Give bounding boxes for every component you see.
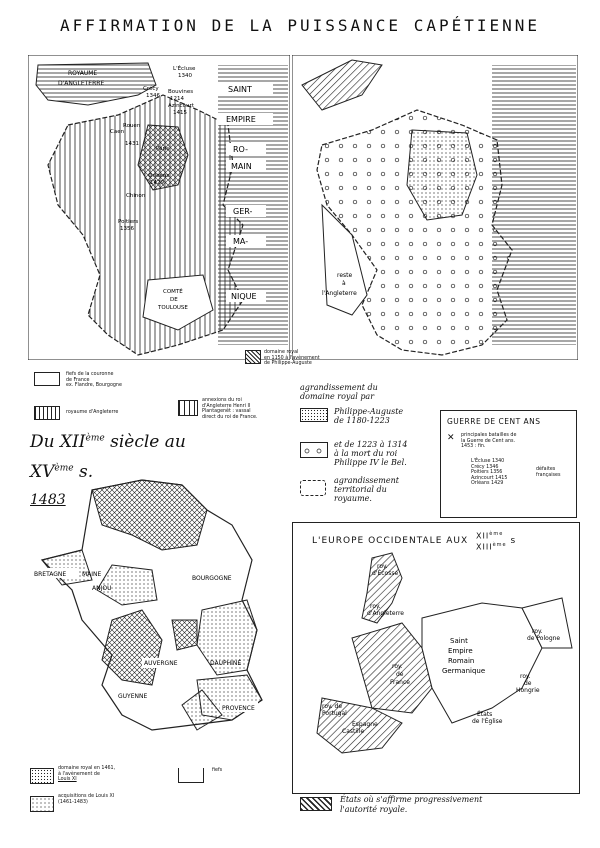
svg-text:de: de [396,671,404,678]
svg-text:GER-: GER- [233,207,253,216]
europe-title: L'EUROPE OCCIDENTALE AUX XIIème XIIIème s [312,531,517,552]
svg-text:roy.: roy. [377,563,388,570]
svg-text:Portugal: Portugal [322,710,347,717]
page-title: AFFIRMATION DE LA PUISSANCE CAPÉTIENNE [59,16,541,35]
maine-label: MAINE [82,571,102,578]
section-heading-line1: Du XIIème siècle au [30,432,186,452]
guyenne-label: GUYENNE [118,693,148,700]
svg-text:roy.: roy. [370,603,381,610]
legend-acq-louisxi: acquisitions de Louis XI (1461-1483) [58,794,115,805]
svg-text:1415: 1415 [173,110,187,116]
svg-text:1356: 1356 [120,226,134,232]
legend-agrandissement: agrandissement du domaine royal par [300,383,378,401]
svg-text:1340: 1340 [178,73,192,79]
guerre-cent-ans-box: GUERRE DE CENT ANS ✕ principales batailles de la Guerre de Cent ans. 1453 : fin. L'Écluse 1340 Crécy 1346 Poitiers 1356 Azincourt 1415 Orléans 1429 défaites françaises [440,410,577,518]
legend-swatch-domaine-1461 [30,768,54,784]
legend-swatch-angleterre [34,406,60,420]
legend-swatch-1223 [300,442,328,458]
guerre-title: GUERRE DE CENT ANS [447,417,541,426]
poitiers-label: Poitiers [118,219,139,225]
svg-text:de Pologne: de Pologne [527,635,561,642]
svg-text:Castille: Castille [342,728,365,735]
svg-text:NIQUE: NIQUE [231,292,257,301]
map-capetian-france [28,55,290,360]
reste-angleterre-label: reste [337,272,353,279]
svg-text:DE: DE [170,297,178,303]
dauphine-label: DAUPHINÉ [210,660,242,667]
svg-text:à: à [342,280,346,287]
map-france-1483 [22,470,290,760]
svg-text:France: France [390,679,410,686]
svg-text:États: États [477,711,493,718]
svg-text:Saint: Saint [450,637,468,645]
svg-text:roy.: roy. [392,663,403,670]
legend-domaine-1150: domaine royal en 1150 à l'avènement de Philippe-Auguste [264,350,320,367]
svg-text:roy. de: roy. de [322,703,343,710]
legend-swatch-acq-louisxi [30,796,54,812]
azincourt-label: Azincourt [168,103,194,109]
svg-text:Empire: Empire [448,647,473,655]
royaume-angleterre-label: ROYAUME [68,70,98,77]
svg-text:Germanique: Germanique [442,667,486,675]
paris-label: Paris [156,146,170,152]
svg-text:1429: 1429 [150,180,164,186]
battle-icon: ✕ [447,433,455,443]
legend-swatch-fiefs-1483 [178,768,204,783]
comte-toulouse-label: COMTÉ [163,289,183,295]
legend-philippe-auguste: Philippe-Auguste de 1180-1223 [334,407,404,425]
legend-swatch-annexions [178,400,198,416]
legend-1223-1314: et de 1223 à 1314 à la mort du roi Philippe IV le Bel. [334,440,408,467]
svg-text:Espagne: Espagne [352,721,378,728]
crecy-label: Crécy [143,86,159,92]
provence-label: PROVENCE [222,705,255,712]
svg-text:D'ANGLETERRE: D'ANGLETERRE [58,80,105,87]
svg-text:d'Écosse: d'Écosse [372,570,399,577]
section-year: 1483 [30,492,66,508]
svg-text:Romain: Romain [448,657,475,665]
legend-annexions: annexions du roi d'Angleterre Henri II Plantagenêt : vassal direct du roi de France. [202,398,258,420]
legend-fiefs: fiefs de la couronne de France ex. Flandre, Bourgogne [66,372,122,389]
svg-text:roy.: roy. [520,673,531,680]
ecluse-label: L'Écluse [173,66,196,72]
svg-text:EMPIRE: EMPIRE [226,115,256,124]
bourgogne-label: BOURGOGNE [192,575,232,582]
map-royal-domain-expansion [292,55,578,360]
chinon-label: Chinon [126,193,146,199]
legend-domaine-1461: domaine royal en 1461, à l'avènement de Louis XI [58,766,116,783]
legend-agr-terr: agrandissement territorial du royaume. [334,476,399,503]
svg-text:TOULOUSE: TOULOUSE [158,305,188,311]
svg-text:RO-: RO- [233,145,248,154]
svg-text:d'Angleterre: d'Angleterre [367,610,404,617]
map-europe [292,548,578,792]
svg-text:MA-: MA- [233,237,249,246]
legend-swatch-fiefs [34,372,60,386]
svg-text:l'Angleterre: l'Angleterre [322,290,357,297]
europe-legend: États où s'affirme progressivement l'autorité royale. [340,795,483,814]
svg-text:1431: 1431 [125,141,139,147]
svg-text:1214: 1214 [170,96,184,102]
auvergne-label: AUVERGNE [144,660,178,667]
orleans-label: Orléans [148,173,170,179]
bouvines-label: Bouvines [168,89,194,95]
svg-text:Hongrie: Hongrie [516,687,540,694]
anjou-label: ANJOU [92,585,112,592]
legend-swatch-philippe-auguste [300,408,328,422]
svg-text:1346: 1346 [146,93,160,99]
legend-angleterre: royaume d'Angleterre [66,410,119,415]
legend-swatch-domaine-1150 [245,350,261,364]
caen-label: Caen [110,129,125,135]
bretagne-label: BRETAGNE [34,571,67,578]
saint-empire-label: SAINT [228,85,252,94]
legend-fiefs-1483: fiefs [212,768,223,773]
legend-swatch-etats [300,797,332,811]
svg-text:de l'Église: de l'Église [472,718,503,725]
section-heading-line2: XVème s. [30,462,94,482]
svg-text:de: de [524,680,532,687]
svg-text:roy.: roy. [532,628,543,635]
legend-swatch-agr-terr [300,480,326,496]
svg-text:MAIN: MAIN [231,162,252,171]
rouen-label: Rouen [123,123,141,129]
